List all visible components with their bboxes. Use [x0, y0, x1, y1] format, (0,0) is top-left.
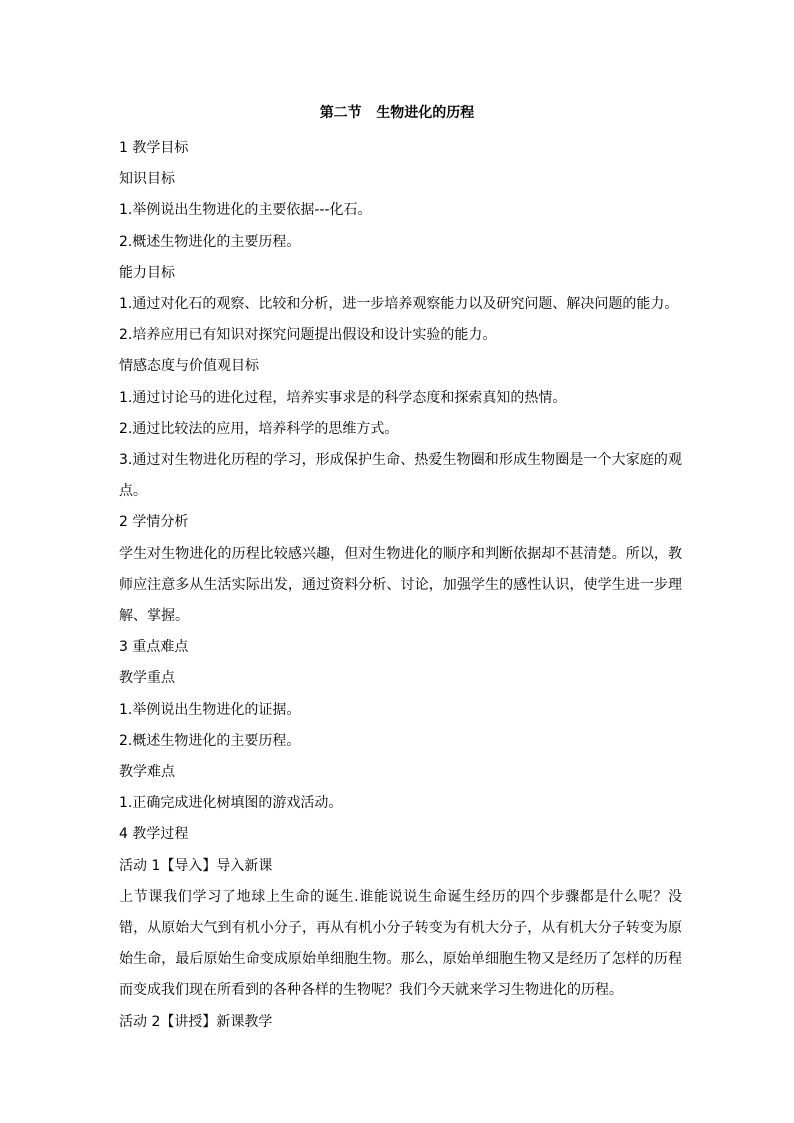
list-item: 1.举例说出生物进化的证据。 [119, 701, 301, 718]
document-body [119, 133, 682, 1038]
list-item: 2.概述生物进化的主要历程。 [119, 732, 301, 749]
heading-student-analysis: 2 学情分析 [119, 514, 189, 531]
subheading-knowledge-objectives: 知识目标 [119, 171, 175, 188]
page-title: 第二节 生物进化的历程 [319, 105, 475, 121]
list-item: 2.概述生物进化的主要历程。 [119, 233, 301, 250]
subheading-teaching-focus: 教学重点 [119, 670, 175, 687]
list-item: 1.举例说出生物进化的主要依据---化石。 [119, 202, 372, 219]
list-item: 1.正确完成进化树填图的游戏活动。 [119, 795, 343, 812]
activity-heading: 活动 2【讲授】新课教学 [119, 1013, 273, 1030]
heading-key-points: 3 重点难点 [119, 639, 189, 656]
subheading-teaching-difficulty: 教学难点 [119, 764, 175, 781]
subheading-attitude-objectives: 情感态度与价值观目标 [119, 358, 259, 375]
list-item: 2.培养应用已有知识对探究问题提出假设和设计实验的能力。 [119, 327, 497, 344]
heading-teaching-process: 4 教学过程 [119, 826, 189, 843]
body-paragraph: 上节课我们学习了地球上生命的诞生.谁能说说生命诞生经历的四个步骤都是什么呢？没错，从原始大气到有机小分子，再从有机小分子转变为有机大分子，从有机大分子转变为原始生命，最后原始生命变成原始单细胞生物。那么，原始单细胞生物又是经历了怎样的历程而变成我们现在所看到的各种各样的生物呢？我们今天就来学习生物进化的历程。 [119, 888, 682, 999]
subheading-ability-objectives: 能力目标 [119, 264, 175, 281]
activity-heading: 活动 1【导入】导入新课 [119, 857, 273, 874]
body-paragraph: 学生对生物进化的历程比较感兴趣，但对生物进化的顺序和判断依据却不甚清楚。所以，教师应注意多从生活实际出发，通过资料分析、讨论，加强学生的感性认识，使学生进一步理解、掌握。 [119, 545, 682, 625]
list-item: 1.通过对化石的观察、比较和分析，进一步培养观察能力以及研究问题、解决问题的能力。 [119, 296, 679, 313]
list-item: 1.通过讨论马的进化过程，培养实事求是的科学态度和探索真知的热情。 [119, 389, 567, 406]
heading-teaching-objectives: 1 教学目标 [119, 140, 189, 156]
list-item: 2.通过比较法的应用，培养科学的思维方式。 [119, 420, 399, 437]
list-item: 3.通过对生物进化历程的学习，形成保护生命、热爱生物圈和形成生物圈是一个大家庭的观点。 [119, 452, 682, 500]
